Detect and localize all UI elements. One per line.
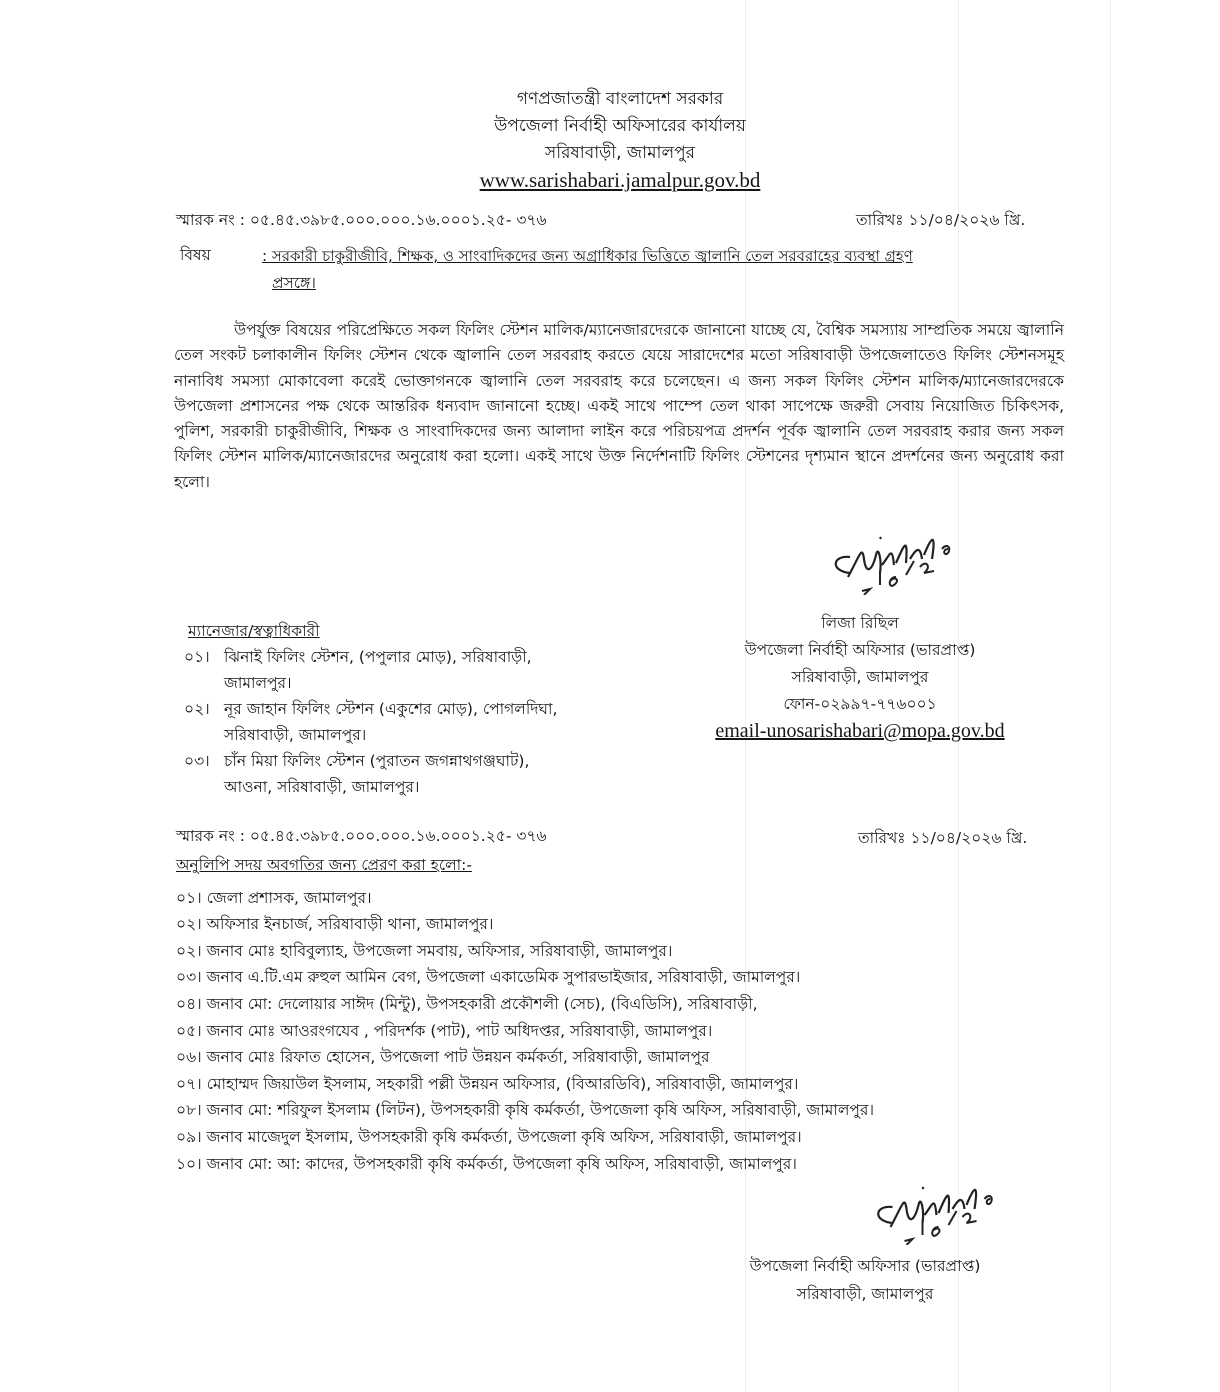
copy-item: ০৯। জনাব মাজেদুল ইসলাম, উপসহকারী কৃষি কর্মকর্তা, উপজেলা কৃষি অফিস, সরিষাবাড়ী, জামালপুর। [176, 1127, 802, 1146]
item-number: ০১। [184, 648, 210, 666]
recipient-item [184, 748, 664, 800]
scan-artifact [1110, 0, 1111, 1392]
office-location: সরিষাবাড়ী, জামালপুর [544, 143, 695, 163]
item-number: ০৩। [184, 752, 210, 770]
copy-list [176, 852, 1056, 1177]
recipients-heading: ম্যানেজার/স্বত্বাধিকারী [188, 622, 320, 640]
signature-footer [860, 1165, 1035, 1245]
recipient-text: নূর জাহান ফিলিং স্টেশন (একুশের মোড়), পোগলদিঘা, [224, 700, 558, 718]
subject-line: : সরকারী চাকুরীজীবি, শিক্ষক, ও সাংবাদিকদের জন্য অগ্রাধিকার ভিত্তিতে জ্বালানি তেল সরবরাহের ব্যবস্থা গ্রহণ [262, 247, 913, 265]
copy-item: ০৫। জনাব মোঃ আওরংগযেব , পরিদর্শক (পাট), পাট অধিদপ্তর, সরিষাবাড়ী, জামালপুর। [176, 1021, 713, 1040]
subject-line-continued: প্রসঙ্গে। [272, 274, 316, 292]
memo-reference: স্মারক নং : ০৫.৪৫.৩৯৮৫.০০০.০০০.১৬.০০০১.২৫- ৩৭৬ [176, 211, 547, 229]
signatory-block [680, 610, 1040, 745]
copy-item: ০৬। জনাব মোঃ রিফাত হোসেন, উপজেলা পাট উন্নয়ন কর্মকর্তা, সরিষাবাড়ী, জামালপুর [176, 1048, 710, 1067]
recipients-list [184, 618, 664, 800]
memo-reference-copy: স্মারক নং : ০৫.৪৫.৩৯৮৫.০০০.০০০.১৬.০০০১.২৫- ৩৭৬ [176, 827, 547, 845]
copy-item: ০১। জেলা প্রশাসক, জামালপুর। [176, 888, 372, 907]
signatory-name: লিজা রিছিল [821, 614, 899, 632]
signatory-phone: ফোন-০২৯৯৭-৭৭৬০০১ [783, 695, 937, 713]
recipient-text-continued: সরিষাবাড়ী, জামালপুর। [224, 726, 367, 744]
recipient-text-continued: আওনা, সরিষাবাড়ী, জামালপুর। [224, 778, 420, 796]
copy-item: ০৭। মোহাম্মদ জিয়াউল ইসলাম, সহকারী পল্লী উন্নয়ন অফিসার, (বিআরডিবি), সরিষাবাড়ী, জামালপুর। [176, 1074, 799, 1093]
letterhead [0, 86, 1220, 194]
signatory-location: সরিষাবাড়ী, জামালপুর [791, 668, 929, 686]
website-link[interactable]: www.sarishabari.jamalpur.gov.bd [479, 168, 761, 192]
copy-item: ০৪। জনাব মো: দেলোয়ার সাঈদ (মিন্টু), উপসহকারী প্রকৌশলী (সেচ), (বিএডিসি), সরিষাবাড়ী, [176, 994, 758, 1013]
signature [820, 515, 990, 595]
footer-signatory [700, 1252, 1030, 1308]
copy-item: ১০। জনাব মো: আ: কাদের, উপসহকারী কৃষি কর্মকর্তা, উপজেলা কৃষি অফিস, সরিষাবাড়ী, জামালপুর। [176, 1154, 797, 1173]
body-text: উপর্যুক্ত বিষয়ের পরিপ্রেক্ষিতে সকল ফিলিং স্টেশন মালিক/ম্যানেজারদেরকে জানানো যাচ্ছে যে, বৈশ্বিক সমস্যায় সাম্প্রতিক সময়ে জ্বালানি তেল সংকট চলাকালীন ফিলিং স্টেশন থেকে জ্বালানি তেল সরবরাহ করতে যেয়ে সারাদেশের মতো সরিষাবাড়ী উপজেলাতেও ফিলিং স্টেশনসমূহ নানাবিধ সমস্যা মোকাবেলা করেই ভোক্তাগনকে জ্বালানি তেল সরবরাহ করে চলেছেন। এ জন্য সকল ফিলিং স্টেশন মালিক/ম্যানেজারদেরকে উপজেলা প্রশাসনের পক্ষ থেকে আন্তরিক ধন্যবাদ জানানো হচ্ছে। একই সাথে পাম্পে তেল থাকা সাপেক্ষে জরুরী সেবায় নিয়োজিত চিকিৎসক, পুলিশ, সরকারী চাকুরীজীবি, শিক্ষক ও সাংবাদিকদের জন্য আলাদা লাইন করে পরিচয়পত্র প্রদর্শন পূর্বক জ্বালানি তেল সরবরাহ করার জন্য সকল ফিলিং স্টেশন মালিক/ম্যানেজারদের অনুরোধ করা হলো। একই সাথে উক্ত নির্দেশনাটি ফিলিং স্টেশনের দৃশ্যমান স্থানে প্রদর্শনের জন্য অনুরোধ করা হলো। [174, 321, 1064, 491]
copy-heading: অনুলিপি সদয় অবগতির জন্য প্রেরণ করা হলো:- [176, 856, 472, 874]
memo-date-copy: তারিখঃ ১১/০৪/২০২৬ খ্রি. [858, 829, 1028, 847]
recipient-text-continued: জামালপুর। [224, 674, 292, 692]
government-name: গণপ্রজাতন্ত্রী বাংলাদেশ সরকার [516, 89, 724, 109]
recipient-text: চাঁন মিয়া ফিলিং স্টেশন (পুরাতন জগন্নাথগঞ্জঘাট), [224, 752, 530, 770]
item-number: ০২। [184, 700, 210, 718]
copy-item: ০২। জনাব মোঃ হাবিবুল্যাহ, উপজেলা সমবায়, অফিসার, সরিষাবাড়ী, জামালপুর। [176, 941, 673, 960]
body-paragraph [174, 318, 1064, 495]
recipient-item [184, 644, 664, 696]
footer-title: উপজেলা নির্বাহী অফিসার (ভারপ্রাপ্ত) [749, 1257, 981, 1275]
copy-item: ০৩। জনাব এ.টি.এম রুহুল আমিন বেগ, উপজেলা একাডেমিক সুপারভাইজার, সরিষাবাড়ী, জামালপুর। [176, 968, 801, 987]
copy-item: ০৮। জনাব মো: শরিফুল ইসলাম (লিটন), উপসহকারী কৃষি কর্মকর্তা, উপজেলা কৃষি অফিস, সরিষাবাড়ী, জামালপুর। [176, 1101, 874, 1120]
subject-label: বিষয় [180, 246, 211, 264]
recipient-item [184, 696, 664, 748]
memo-date: তারিখঃ ১১/০৪/২০২৬ খ্রি. [856, 211, 1026, 229]
recipient-text: ঝিনাই ফিলিং স্টেশন, (পপুলার মোড়), সরিষাবাড়ী, [224, 648, 532, 666]
office-name: উপজেলা নির্বাহী অফিসারের কার্যালয় [494, 116, 746, 136]
signatory-title: উপজেলা নির্বাহী অফিসার (ভারপ্রাপ্ত) [744, 641, 976, 659]
signatory-email[interactable]: email-unosarishabari@mopa.gov.bd [715, 720, 1005, 742]
footer-location: সরিষাবাড়ী, জামালপুর [796, 1285, 934, 1303]
copy-item: ০২। অফিসার ইনচার্জ, সরিষাবাড়ী থানা, জামালপুর। [176, 915, 494, 934]
